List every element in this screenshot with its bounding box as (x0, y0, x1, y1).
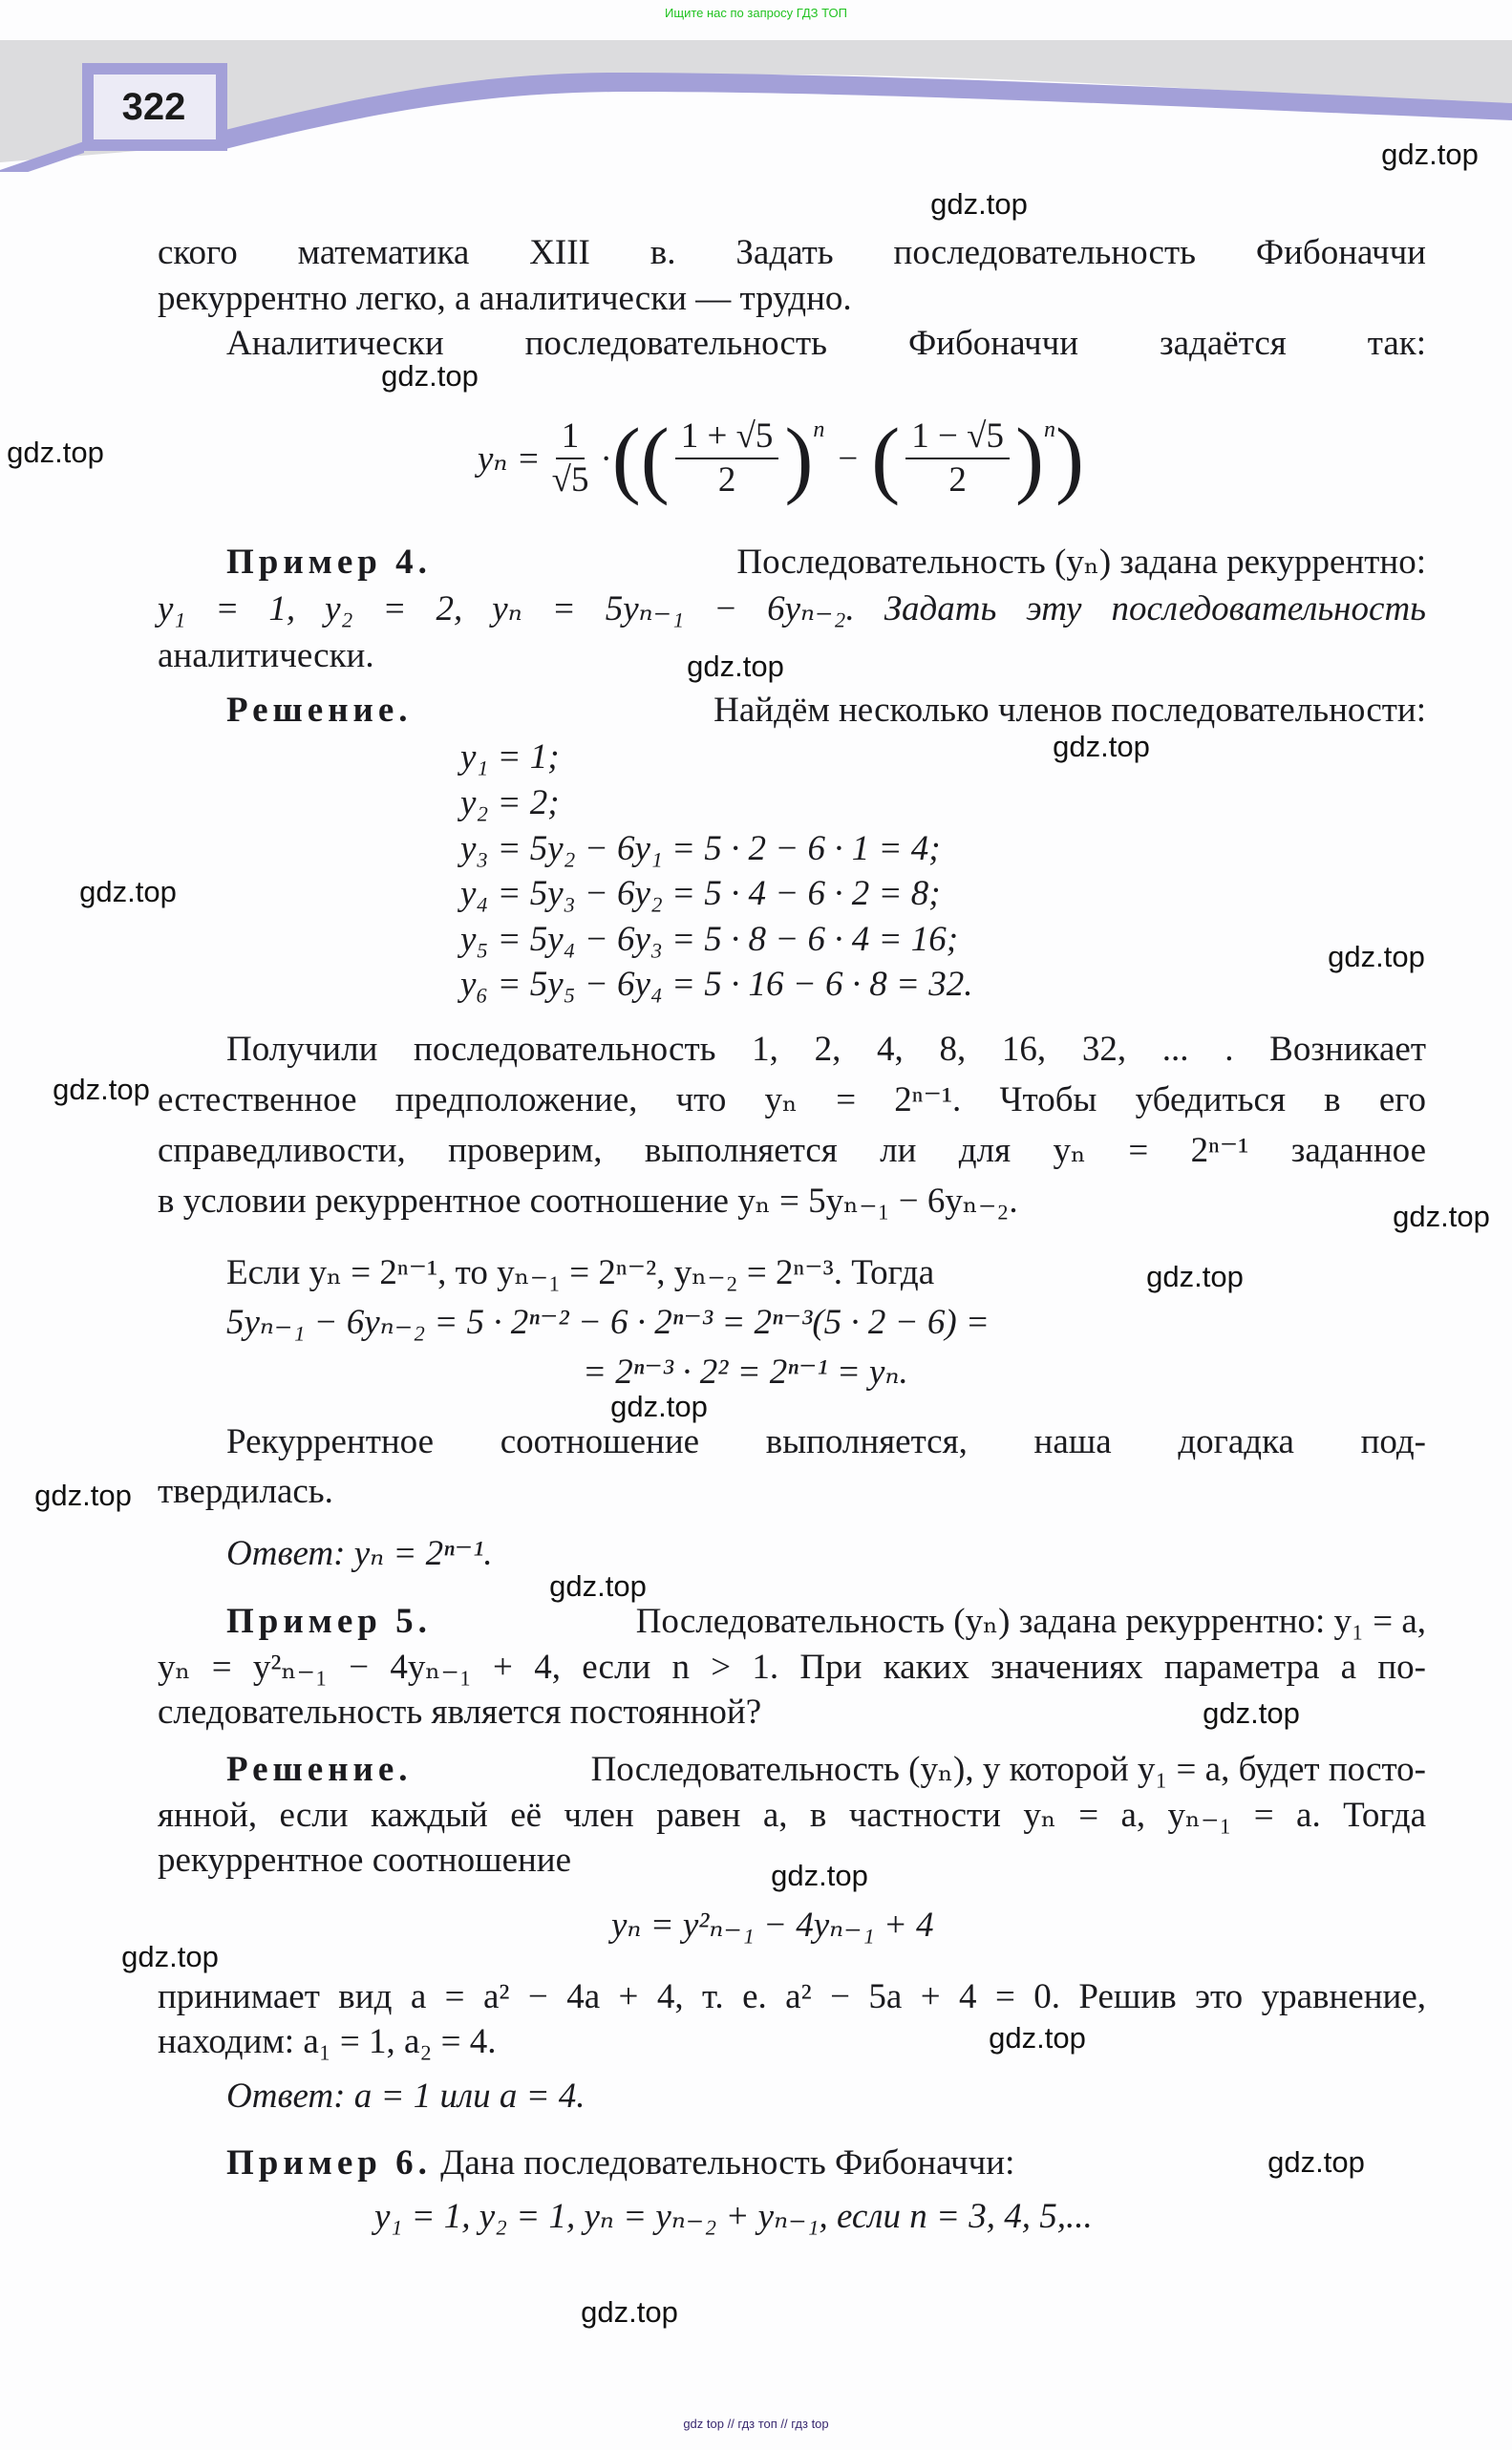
example-5-heading (158, 1598, 1426, 1645)
calc-line: y₄ = 5y₃ − 6y₂ = 5 · 4 − 6 · 2 = 8; (460, 874, 941, 913)
watermark: gdz.top (610, 1390, 708, 1423)
watermark: gdz.top (381, 359, 479, 393)
text-line: Дана последовательность Фибоначчи: (440, 2143, 1015, 2183)
text-line: Последовательность (yₙ) задана рекуррентно: y₁ = a, (635, 1602, 1426, 1641)
numerator: 1 − √5 (905, 415, 1010, 459)
example-6-heading (158, 2140, 1426, 2186)
denominator: 2 (948, 460, 967, 500)
answer-5 (158, 2073, 1426, 2120)
top-banner[interactable]: Ищите нас по запросу ГДЗ ТОП (665, 6, 847, 20)
watermark: gdz.top (771, 1859, 868, 1892)
watermark: gdz.top (53, 1073, 150, 1106)
solution-label: Решение. (226, 1750, 413, 1789)
answer-label: Ответ: (226, 2077, 346, 2116)
text-line: естественное предположение, что yₙ = 2ⁿ⁻¹. Чтобы убедиться в его (158, 1080, 1426, 1119)
answer-value: yₙ = 2ⁿ⁻¹. (353, 1534, 493, 1573)
text-line: справедливости, проверим, выполняется ли для yₙ = 2ⁿ⁻¹ заданное (158, 1131, 1426, 1170)
text-line: yₙ = y²ₙ₋₁ − 4yₙ₋₁ + 4, если n > 1. При каких значениях параметра a по- (158, 1648, 1426, 1687)
denominator: 2 (717, 460, 736, 500)
text-line: рекуррентно легко, а аналитически — трудно. (158, 279, 852, 318)
text-line: Последовательность (yₙ), у которой y₁ = a, будет посто- (590, 1750, 1426, 1789)
text-line: находим: a₁ = 1, a₂ = 4. (158, 2022, 497, 2061)
answer-label: Ответ: (226, 1534, 346, 1573)
watermark: gdz.top (1053, 730, 1150, 763)
answer-4 (158, 1530, 1426, 1577)
text-line: в условии рекуррентное соотношение yₙ = 5yₙ₋₁ − 6yₙ₋₂. (158, 1182, 1018, 1221)
calc-line: y₅ = 5y₄ − 6y₃ = 5 · 8 − 6 · 4 = 16; (460, 920, 959, 959)
text-line: рекуррентное соотношение (158, 1841, 572, 1880)
text-line: Рекуррентное соотношение выполняется, наша догадка под- (226, 1422, 1426, 1461)
answer-value: a = 1 или a = 4. (353, 2077, 586, 2116)
text-line: аналитически. (158, 636, 374, 675)
calc-line: y₆ = 5y₅ − 6y₄ = 5 · 16 − 6 · 8 = 32. (460, 965, 973, 1004)
example-label: Пример 6. (226, 2143, 432, 2183)
text-line: следовательность является постоянной? (158, 1693, 762, 1732)
solution-4-heading (158, 687, 1426, 734)
watermark: gdz.top (581, 2295, 678, 2329)
watermark: gdz.top (687, 650, 784, 683)
watermark: gdz.top (1267, 2145, 1365, 2179)
watermark: gdz.top (1328, 940, 1425, 973)
footer-links[interactable]: gdz top // гдз топ // гдз top (683, 2417, 829, 2431)
watermark: gdz.top (7, 436, 104, 469)
calc-line: = 2ⁿ⁻³ · 2² = 2ⁿ⁻¹ = yₙ. (583, 1353, 908, 1392)
text-line: Последовательность (yₙ) задана рекуррентно: (736, 543, 1426, 582)
text-line: янной, если каждый её член равен a, в частности yₙ = a, yₙ₋₁ = a. Тогда (158, 1796, 1426, 1835)
calc-line: y₂ = 2; (460, 783, 560, 822)
watermark: gdz.top (989, 2021, 1086, 2055)
calc-line: 5yₙ₋₁ − 6yₙ₋₂ = 5 · 2ⁿ⁻² − 6 · 2ⁿ⁻³ = 2ⁿ⁻³(5 · 2 − 6) = (226, 1303, 990, 1342)
watermark: gdz.top (79, 875, 177, 908)
watermark: gdz.top (1203, 1696, 1300, 1730)
numerator: 1 (556, 415, 586, 459)
watermark: gdz.top (34, 1479, 132, 1512)
text-line: y₁ = 1, y₂ = 2, yₙ = 5yₙ₋₁ − 6yₙ₋₂. Задать эту последовательность (158, 589, 1426, 628)
page-number: 322 (121, 86, 186, 128)
watermark: gdz.top (1381, 138, 1479, 171)
text-line: Найдём несколько членов последовательности: (713, 691, 1426, 730)
watermark: gdz.top (1393, 1200, 1490, 1233)
formula-lhs: yₙ = (478, 439, 541, 479)
text-line: Получили последовательность 1, 2, 4, 8, 16, 32, ... . Возникает (226, 1030, 1426, 1069)
calc-line: yₙ = y²ₙ₋₁ − 4yₙ₋₁ + 4 (611, 1906, 934, 1945)
exponent: n (813, 416, 825, 442)
fraction-psi (905, 415, 1010, 501)
calc-line: y₁ = 1; (460, 737, 560, 777)
denominator: √5 (551, 460, 589, 500)
dot: · (600, 438, 612, 479)
watermark: gdz.top (549, 1569, 647, 1603)
text-line: ского математика XIII в. Задать последовательность Фибоначчи (158, 233, 1426, 272)
example-label: Пример 5. (226, 1602, 432, 1641)
watermark: gdz.top (1146, 1260, 1244, 1293)
watermark: gdz.top (930, 187, 1028, 221)
solution-5-heading (158, 1746, 1426, 1793)
watermark: gdz.top (121, 1940, 219, 1973)
fibonacci-formula: yₙ = $\frac{1}{√5}$ · ( ( $\frac{1 + √5}{2}$ ) n − ( $\frac{1 - √5}{2}$ ) n ) (478, 411, 1084, 506)
text-line: Если yₙ = 2ⁿ⁻¹, то yₙ₋₁ = 2ⁿ⁻², yₙ₋₂ = 2ⁿ⁻³. Тогда (226, 1253, 935, 1292)
text-line: твердилась. (158, 1472, 333, 1511)
fraction-phi (675, 415, 779, 501)
solution-label: Решение. (226, 691, 413, 730)
calc-line: y₃ = 5y₂ − 6y₁ = 5 · 2 − 6 · 1 = 4; (460, 829, 941, 868)
example-4-heading (158, 539, 1426, 586)
example-label: Пример 4. (226, 543, 432, 582)
page-header-band (0, 29, 1512, 172)
numerator: 1 + √5 (675, 415, 779, 459)
fraction-one-over-sqrt5 (546, 415, 595, 501)
minus: − (838, 438, 859, 479)
text-line: принимает вид a = a² − 4a + 4, т. е. a² − 5a + 4 = 0. Решив это уравнение, (158, 1977, 1426, 2016)
calc-line: y₁ = 1, y₂ = 1, yₙ = yₙ₋₂ + yₙ₋₁, если n = 3, 4, 5,... (374, 2197, 1093, 2236)
exponent: n (1043, 416, 1055, 442)
text-line: Аналитически последовательность Фибоначчи задаётся так: (226, 324, 1426, 363)
